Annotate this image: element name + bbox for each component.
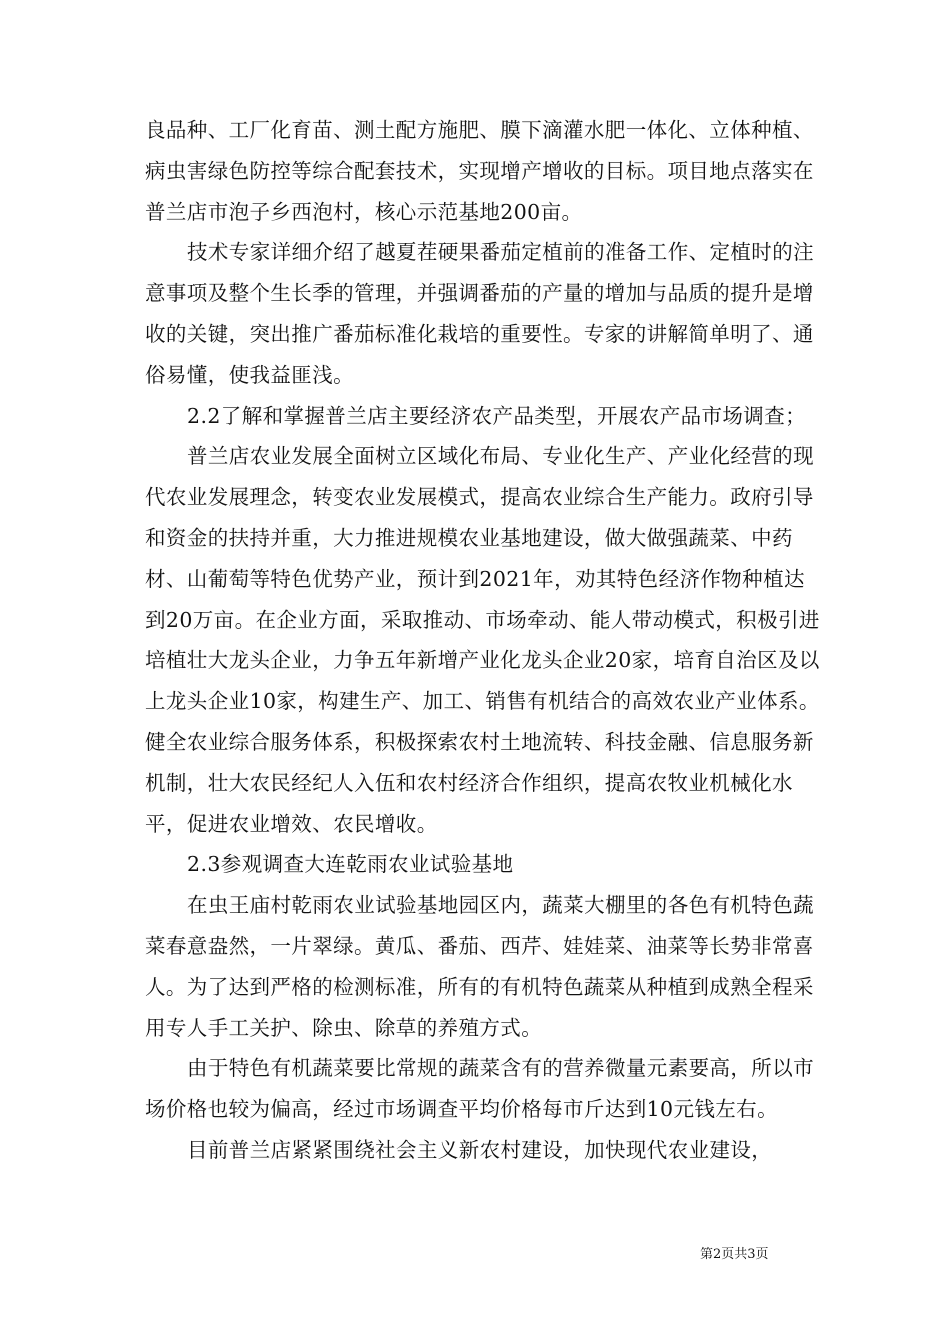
paragraph-current-situation: 目前普兰店紧紧围绕社会主义新农村建设，加快现代农业建设， [187, 1137, 773, 1162]
section-heading-2-3: 2.3参观调查大连乾雨农业试验基地 [187, 852, 514, 877]
paragraph-continued: 良品种、工厂化育苗、测土配方施肥、膜下滴灌水肥一体化、立体种植、病虫害绿色防控等综合配套技术，实现增产增收的目标。项目地点落实在普兰店市泡子乡西泡村，核心示范基地200亩。 [145, 118, 814, 224]
paragraph-agriculture-development: 普兰店农业发展全面树立区域化布局、专业化生产、产业化经营的现代农业发展理念，转变农业发展模式，提高农业综合生产能力。政府引导和资金的扶持并重，大力推进规模农业基地建设，做大做强蔬菜、中药材、山葡萄等特色优势产业，预计到2021年，劝其特色经济作物种植达到20万亩。在企业方面，采取推动、市场牵动、能人带动模式，积极引进培植壮大龙头企业，力争五年新增产业化龙头企业20家，培育自治区及以上龙头企业10家，构建生产、加工、销售有机结合的高效农业产业体系。健全农业综合服务体系，积极探索农村土地流转、科技金融、信息服务新机制，壮大农民经纪人入伍和农村经济合作组织，提高农牧业机械化水平，促进农业增效、农民增收。 [145, 444, 820, 836]
page-number-footer: 第2页共3页 [700, 1247, 769, 1262]
paragraph-market-price: 由于特色有机蔬菜要比常规的蔬菜含有的营养微量元素要高，所以市场价格也较为偏高，经过市场调查平均价格每市斤达到10元钱左右。 [145, 1056, 814, 1122]
section-heading-2-2: 2.2了解和掌握普兰店主要经济农产品类型，开展农产品市场调查； [187, 403, 806, 428]
document-body [145, 110, 825, 1171]
paragraph-test-base: 在虫王庙村乾雨农业试验基地园区内，蔬菜大棚里的各色有机特色蔬菜春意盎然，一片翠绿。黄瓜、番茄、西芹、娃娃菜、油菜等长势非常喜人。为了达到严格的检测标准，所有的有机特色蔬菜从种植到成熟全程采用专人手工关护、除虫、除草的养殖方式。 [145, 893, 814, 1040]
paragraph-expert-intro: 技术专家详细介绍了越夏茬硬果番茄定植前的准备工作、定植时的注意事项及整个生长季的管理，并强调番茄的产量的增加与品质的提升是增收的关键，突出推广番茄标准化栽培的重要性。专家的讲解简单明了、通俗易懂，使我益匪浅。 [145, 240, 814, 387]
